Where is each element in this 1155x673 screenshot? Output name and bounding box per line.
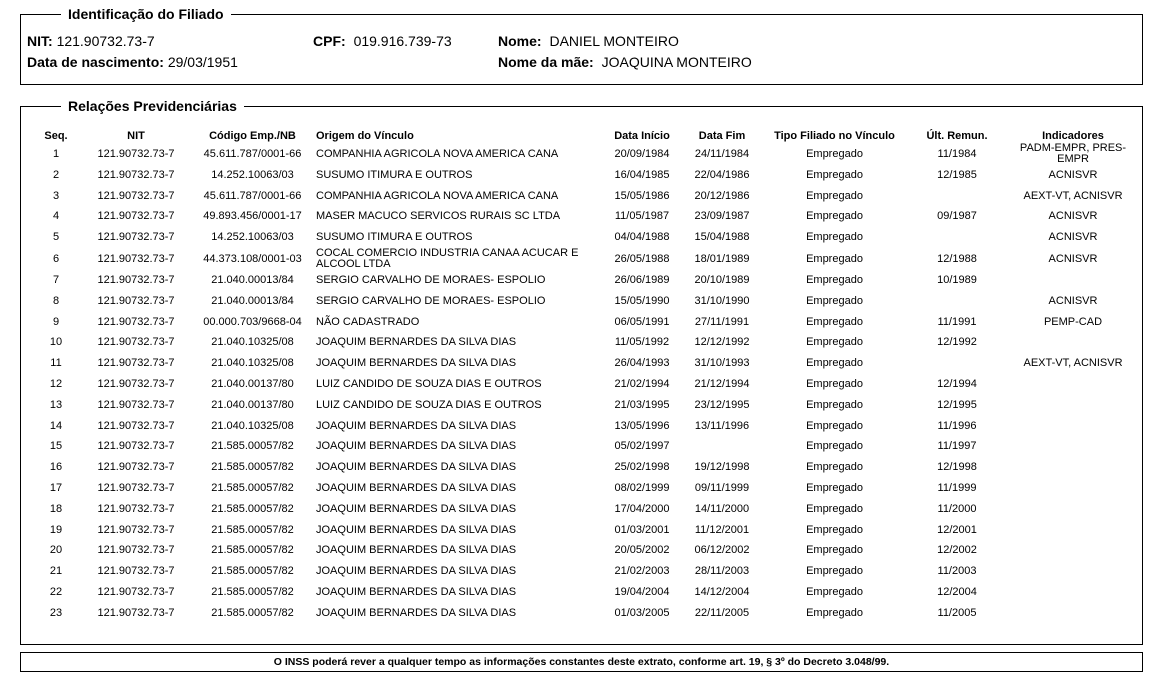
nascimento-field <box>27 54 238 70</box>
cell-nit: 121.90732.73-7 <box>97 231 175 244</box>
cell-indicadores: ACNISVR <box>1048 210 1098 223</box>
identificacao-title: Identificação do Filiado <box>61 6 231 22</box>
cell-seq: 2 <box>52 168 60 181</box>
cell-tipo-filiado: Empregado <box>806 357 863 370</box>
cell-data-fim: 15/04/1988 <box>694 231 750 244</box>
cell-origem: JOAQUIM BERNARDES DA SILVA DIAS <box>316 336 517 349</box>
cell-seq: 1 <box>52 147 60 160</box>
cell-tipo-filiado: Empregado <box>806 378 863 391</box>
cell-seq: 14 <box>49 419 63 432</box>
cell-data-fim: 23/09/1987 <box>694 210 750 223</box>
cell-ult-remun: 11/2000 <box>937 502 977 515</box>
cell-codigo: 21.585.00057/82 <box>211 502 294 515</box>
cell-data-inicio: 06/05/1991 <box>614 315 670 328</box>
cell-origem: LUIZ CANDIDO DE SOUZA DIAS E OUTROS <box>316 398 542 411</box>
table-row <box>31 541 1139 562</box>
cell-ult-remun: 12/1992 <box>937 336 977 349</box>
table-row <box>31 416 1139 437</box>
cell-data-inicio: 13/05/1996 <box>614 419 670 432</box>
cell-seq: 16 <box>49 461 63 474</box>
cell-data-fim: 24/11/1984 <box>694 147 750 160</box>
cell-seq: 20 <box>49 544 63 557</box>
cell-codigo: 14.252.10063/03 <box>211 168 294 181</box>
cell-tipo-filiado: Empregado <box>806 440 863 453</box>
cell-data-inicio: 16/04/1985 <box>614 168 670 181</box>
cell-indicadores <box>1007 478 1139 499</box>
header-seq: Seq. <box>44 130 68 142</box>
cell-seq: 19 <box>49 523 63 536</box>
cell-data-fim: 23/12/1995 <box>694 398 750 411</box>
nome-value: DANIEL MONTEIRO <box>549 33 679 49</box>
relacoes-title: Relações Previdenciárias <box>61 98 244 114</box>
cell-nit: 121.90732.73-7 <box>97 461 175 474</box>
cell-nit: 121.90732.73-7 <box>97 398 175 411</box>
cell-data-fim: 31/10/1990 <box>694 294 750 307</box>
cell-data-inicio: 26/05/1988 <box>614 252 670 265</box>
cell-seq: 9 <box>52 315 60 328</box>
cell-origem: NÃO CADASTRADO <box>316 315 420 328</box>
footer-notice: O INSS poderá rever a qualquer tempo as informações constantes deste extrato, conforme art. 19, § 3º do Decreto 3.048/99. <box>20 652 1143 672</box>
cell-indicadores <box>1007 499 1139 520</box>
cell-data-fim: 20/10/1989 <box>694 274 750 287</box>
cell-tipo-filiado: Empregado <box>806 210 863 223</box>
table-row <box>31 353 1139 374</box>
relacoes-table <box>31 129 1139 624</box>
nascimento-value: 29/03/1951 <box>167 54 238 70</box>
cell-ult-remun: 11/1984 <box>937 147 977 160</box>
cell-tipo-filiado: Empregado <box>806 544 863 557</box>
cell-data-inicio: 26/04/1993 <box>614 357 670 370</box>
cell-data-fim: 18/01/1989 <box>694 252 750 265</box>
cell-seq: 12 <box>49 378 63 391</box>
cell-indicadores <box>1007 603 1139 624</box>
mae-label: Nome da mãe: <box>498 54 594 70</box>
cell-ult-remun: 12/2001 <box>937 523 977 536</box>
cell-nit: 121.90732.73-7 <box>97 294 175 307</box>
cell-data-inicio: 01/03/2001 <box>614 523 670 536</box>
cell-origem: JOAQUIM BERNARDES DA SILVA DIAS <box>316 357 517 370</box>
cell-data-inicio: 20/09/1984 <box>614 147 670 160</box>
cell-seq: 11 <box>50 357 62 370</box>
cell-nit: 121.90732.73-7 <box>97 315 175 328</box>
cell-data-inicio: 11/05/1987 <box>614 210 670 223</box>
cell-origem: JOAQUIM BERNARDES DA SILVA DIAS <box>316 586 517 599</box>
cell-indicadores: ACNISVR <box>1048 294 1098 307</box>
cell-codigo: 21.585.00057/82 <box>211 482 294 495</box>
table-row <box>31 312 1139 333</box>
cell-data-inicio: 04/04/1988 <box>614 231 670 244</box>
cell-data-fim <box>682 437 762 458</box>
cell-nit: 121.90732.73-7 <box>97 274 175 287</box>
cell-nit: 121.90732.73-7 <box>97 606 175 619</box>
table-row <box>31 582 1139 603</box>
cell-seq: 5 <box>52 231 60 244</box>
cell-data-inicio: 05/02/1997 <box>614 440 670 453</box>
cell-nit: 121.90732.73-7 <box>97 147 175 160</box>
table-row <box>31 520 1139 541</box>
table-row <box>31 603 1139 624</box>
cell-data-inicio: 17/04/2000 <box>614 502 670 515</box>
cell-nit: 121.90732.73-7 <box>97 378 175 391</box>
cell-codigo: 21.040.10325/08 <box>211 336 294 349</box>
table-row <box>31 227 1139 248</box>
cell-ult-remun: 11/1997 <box>937 440 977 453</box>
cell-origem: SERGIO CARVALHO DE MORAES- ESPOLIO <box>316 294 546 307</box>
cell-origem: COCAL COMERCIO INDUSTRIA CANAA ACUCAR E ALCOOL LTDA <box>316 247 579 271</box>
cell-origem: SUSUMO ITIMURA E OUTROS <box>316 231 473 244</box>
cell-codigo: 21.585.00057/82 <box>211 523 294 536</box>
cell-codigo: 21.040.00137/80 <box>211 378 294 391</box>
cell-indicadores: ACNISVR <box>1048 252 1098 265</box>
table-row <box>31 395 1139 416</box>
cell-nit: 121.90732.73-7 <box>97 336 175 349</box>
cell-tipo-filiado: Empregado <box>806 147 863 160</box>
cell-ult-remun: 10/1989 <box>937 274 977 287</box>
cell-codigo: 00.000.703/9668-04 <box>203 315 302 328</box>
cell-origem: JOAQUIM BERNARDES DA SILVA DIAS <box>316 606 517 619</box>
cell-ult-remun: 12/1995 <box>937 398 977 411</box>
cell-codigo: 45.611.787/0001-66 <box>203 147 302 160</box>
cpf-label: CPF: <box>313 33 346 49</box>
table-row <box>31 374 1139 395</box>
header-origem: Origem do Vínculo <box>316 130 414 142</box>
cell-data-fim: 31/10/1993 <box>694 357 750 370</box>
cell-indicadores <box>1007 541 1139 562</box>
cell-data-inicio: 15/05/1986 <box>614 189 670 202</box>
cell-ult-remun: 12/1994 <box>937 378 977 391</box>
header-nit: NIT <box>127 130 145 142</box>
cell-nit: 121.90732.73-7 <box>97 586 175 599</box>
cell-indicadores <box>1007 395 1139 416</box>
cell-seq: 18 <box>49 502 63 515</box>
cell-ult-remun <box>907 186 1007 207</box>
cell-ult-remun: 12/1988 <box>937 252 977 265</box>
relacoes-section <box>20 98 1143 645</box>
cell-indicadores: PADM-EMPR, PRES-EMPR <box>1019 142 1127 165</box>
cell-tipo-filiado: Empregado <box>806 565 863 578</box>
cell-indicadores <box>1007 582 1139 603</box>
cell-ult-remun <box>907 227 1007 248</box>
table-row <box>31 248 1139 270</box>
cell-ult-remun: 12/2002 <box>937 544 977 557</box>
table-row <box>31 333 1139 354</box>
table-row <box>31 437 1139 458</box>
cell-codigo: 21.585.00057/82 <box>211 586 294 599</box>
header-indicadores: Indicadores <box>1042 130 1104 142</box>
cell-data-inicio: 21/03/1995 <box>614 398 670 411</box>
cpf-value: 019.916.739-73 <box>353 33 452 49</box>
cell-indicadores <box>1007 437 1139 458</box>
cell-indicadores <box>1007 374 1139 395</box>
table-row <box>31 478 1139 499</box>
cell-indicadores: ACNISVR <box>1048 168 1098 181</box>
cell-data-inicio: 26/06/1989 <box>614 274 670 287</box>
header-ult-remun: Últ. Remun. <box>926 130 988 142</box>
cell-data-inicio: 15/05/1990 <box>614 294 670 307</box>
cell-indicadores <box>1007 520 1139 541</box>
cell-seq: 7 <box>52 274 60 287</box>
cell-data-fim: 06/12/2002 <box>694 544 750 557</box>
cell-origem: JOAQUIM BERNARDES DA SILVA DIAS <box>316 502 517 515</box>
cell-tipo-filiado: Empregado <box>806 231 863 244</box>
cell-data-fim: 14/11/2000 <box>694 502 750 515</box>
cell-data-fim: 28/11/2003 <box>694 565 750 578</box>
cell-data-fim: 11/12/2001 <box>694 523 750 536</box>
cell-seq: 8 <box>52 294 60 307</box>
cell-ult-remun: 11/2003 <box>937 565 977 578</box>
cell-nit: 121.90732.73-7 <box>97 565 175 578</box>
cell-ult-remun: 11/1999 <box>937 482 977 495</box>
header-tipo-filiado: Tipo Filiado no Vínculo <box>774 130 895 142</box>
cell-ult-remun: 11/1996 <box>937 419 977 432</box>
nome-field <box>498 33 679 49</box>
cell-origem: COMPANHIA AGRICOLA NOVA AMERICA CANA <box>316 147 559 160</box>
cell-ult-remun: 09/1987 <box>937 210 977 223</box>
cell-data-fim: 19/12/1998 <box>694 461 750 474</box>
cell-tipo-filiado: Empregado <box>806 586 863 599</box>
cell-origem: MASER MACUCO SERVICOS RURAIS SC LTDA <box>316 210 561 223</box>
cell-tipo-filiado: Empregado <box>806 336 863 349</box>
cell-indicadores <box>1007 561 1139 582</box>
cell-data-inicio: 20/05/2002 <box>614 544 670 557</box>
cell-data-fim: 09/11/1999 <box>694 482 750 495</box>
cell-codigo: 21.040.00013/84 <box>211 274 294 287</box>
nit-label: NIT: <box>27 33 53 49</box>
cell-tipo-filiado: Empregado <box>806 315 863 328</box>
cell-indicadores <box>1007 333 1139 354</box>
cell-tipo-filiado: Empregado <box>806 606 863 619</box>
nit-field <box>27 33 155 49</box>
cell-codigo: 21.585.00057/82 <box>211 461 294 474</box>
table-row <box>31 270 1139 291</box>
cell-indicadores: ACNISVR <box>1048 231 1098 244</box>
cell-codigo: 45.611.787/0001-66 <box>203 189 302 202</box>
cell-seq: 10 <box>49 336 63 349</box>
cell-indicadores <box>1007 270 1139 291</box>
cell-origem: LUIZ CANDIDO DE SOUZA DIAS E OUTROS <box>316 378 542 391</box>
cell-seq: 4 <box>52 210 60 223</box>
table-row <box>31 499 1139 520</box>
header-codigo: Código Emp./NB <box>209 130 296 142</box>
cell-tipo-filiado: Empregado <box>806 189 863 202</box>
cell-codigo: 21.040.00013/84 <box>211 294 294 307</box>
cell-data-inicio: 11/05/1992 <box>614 336 670 349</box>
cell-origem: JOAQUIM BERNARDES DA SILVA DIAS <box>316 461 517 474</box>
cell-tipo-filiado: Empregado <box>806 252 863 265</box>
cell-data-fim: 14/12/2004 <box>694 586 750 599</box>
cell-ult-remun: 12/1985 <box>937 168 977 181</box>
cell-nit: 121.90732.73-7 <box>97 168 175 181</box>
cell-data-fim: 27/11/1991 <box>694 315 750 328</box>
cell-seq: 15 <box>49 440 63 453</box>
cell-tipo-filiado: Empregado <box>806 523 863 536</box>
cell-tipo-filiado: Empregado <box>806 461 863 474</box>
cell-codigo: 14.252.10063/03 <box>211 231 294 244</box>
cell-origem: JOAQUIM BERNARDES DA SILVA DIAS <box>316 419 517 432</box>
cell-data-inicio: 08/02/1999 <box>614 482 670 495</box>
cell-codigo: 21.585.00057/82 <box>211 544 294 557</box>
cell-seq: 6 <box>52 252 60 265</box>
cell-nit: 121.90732.73-7 <box>97 252 175 265</box>
cell-data-fim: 21/12/1994 <box>694 378 750 391</box>
cell-nit: 121.90732.73-7 <box>97 419 175 432</box>
cell-nit: 121.90732.73-7 <box>97 440 175 453</box>
cell-data-fim: 22/04/1986 <box>694 168 750 181</box>
cell-ult-remun <box>907 291 1007 312</box>
cell-tipo-filiado: Empregado <box>806 502 863 515</box>
cell-nit: 121.90732.73-7 <box>97 189 175 202</box>
cell-indicadores <box>1007 457 1139 478</box>
identificacao-section <box>20 6 1143 85</box>
cell-data-fim: 13/11/1996 <box>694 419 750 432</box>
cell-nit: 121.90732.73-7 <box>97 544 175 557</box>
cell-nit: 121.90732.73-7 <box>97 482 175 495</box>
cell-indicadores: AEXT-VT, ACNISVR <box>1023 357 1123 370</box>
cell-nit: 121.90732.73-7 <box>97 523 175 536</box>
table-row <box>31 143 1139 165</box>
cell-origem: JOAQUIM BERNARDES DA SILVA DIAS <box>316 523 517 536</box>
cell-codigo: 21.040.10325/08 <box>211 357 294 370</box>
table-row <box>31 561 1139 582</box>
cell-seq: 3 <box>52 189 60 202</box>
cell-data-inicio: 19/04/2004 <box>614 586 670 599</box>
cell-codigo: 21.585.00057/82 <box>211 565 294 578</box>
cell-data-inicio: 21/02/1994 <box>614 378 670 391</box>
table-header-row <box>31 129 1139 143</box>
cell-nit: 121.90732.73-7 <box>97 502 175 515</box>
cell-data-fim: 22/11/2005 <box>694 606 750 619</box>
cell-codigo: 21.585.00057/82 <box>211 606 294 619</box>
cell-seq: 23 <box>49 606 63 619</box>
header-data-inicio: Data Início <box>614 130 670 142</box>
cell-seq: 22 <box>49 586 63 599</box>
nit-value: 121.90732.73-7 <box>56 33 155 49</box>
cell-ult-remun: 11/1991 <box>937 315 977 328</box>
header-data-fim: Data Fim <box>698 130 746 142</box>
cell-codigo: 44.373.108/0001-03 <box>203 252 302 265</box>
cell-nit: 121.90732.73-7 <box>97 210 175 223</box>
cell-nit: 121.90732.73-7 <box>97 357 175 370</box>
table-row <box>31 291 1139 312</box>
table-row <box>31 207 1139 228</box>
cell-codigo: 21.040.00137/80 <box>211 398 294 411</box>
cell-ult-remun: 12/2004 <box>937 586 977 599</box>
cpf-field <box>313 33 452 49</box>
nascimento-label: Data de nascimento: <box>27 54 164 70</box>
cell-ult-remun: 12/1998 <box>937 461 977 474</box>
cell-tipo-filiado: Empregado <box>806 482 863 495</box>
table-row <box>31 457 1139 478</box>
cell-seq: 17 <box>49 482 63 495</box>
cell-data-inicio: 25/02/1998 <box>614 461 670 474</box>
mae-field <box>498 54 752 70</box>
table-row <box>31 165 1139 186</box>
cell-indicadores: PEMP-CAD <box>1043 315 1103 328</box>
cell-origem: COMPANHIA AGRICOLA NOVA AMERICA CANA <box>316 189 559 202</box>
cell-tipo-filiado: Empregado <box>806 168 863 181</box>
cell-origem: JOAQUIM BERNARDES DA SILVA DIAS <box>316 482 517 495</box>
cell-data-fim: 20/12/1986 <box>694 189 750 202</box>
cell-codigo: 21.585.00057/82 <box>211 440 294 453</box>
table-row <box>31 186 1139 207</box>
cell-origem: JOAQUIM BERNARDES DA SILVA DIAS <box>316 565 517 578</box>
cell-seq: 13 <box>49 398 63 411</box>
cell-origem: JOAQUIM BERNARDES DA SILVA DIAS <box>316 440 517 453</box>
cell-origem: SUSUMO ITIMURA E OUTROS <box>316 168 473 181</box>
cell-origem: JOAQUIM BERNARDES DA SILVA DIAS <box>316 544 517 557</box>
cell-tipo-filiado: Empregado <box>806 398 863 411</box>
cell-codigo: 49.893.456/0001-17 <box>203 210 302 223</box>
cell-ult-remun <box>907 353 1007 374</box>
mae-value: JOAQUINA MONTEIRO <box>601 54 752 70</box>
cell-indicadores: AEXT-VT, ACNISVR <box>1023 189 1123 202</box>
cell-data-inicio: 01/03/2005 <box>614 606 670 619</box>
cell-tipo-filiado: Empregado <box>806 419 863 432</box>
cell-ult-remun: 11/2005 <box>937 606 977 619</box>
cell-tipo-filiado: Empregado <box>806 274 863 287</box>
cell-data-inicio: 21/02/2003 <box>614 565 670 578</box>
cell-indicadores <box>1007 416 1139 437</box>
cell-data-fim: 12/12/1992 <box>694 336 750 349</box>
cell-codigo: 21.040.10325/08 <box>211 419 294 432</box>
nome-label: Nome: <box>498 33 542 49</box>
cell-origem: SERGIO CARVALHO DE MORAES- ESPOLIO <box>316 274 546 287</box>
cell-tipo-filiado: Empregado <box>806 294 863 307</box>
cell-seq: 21 <box>49 565 63 578</box>
